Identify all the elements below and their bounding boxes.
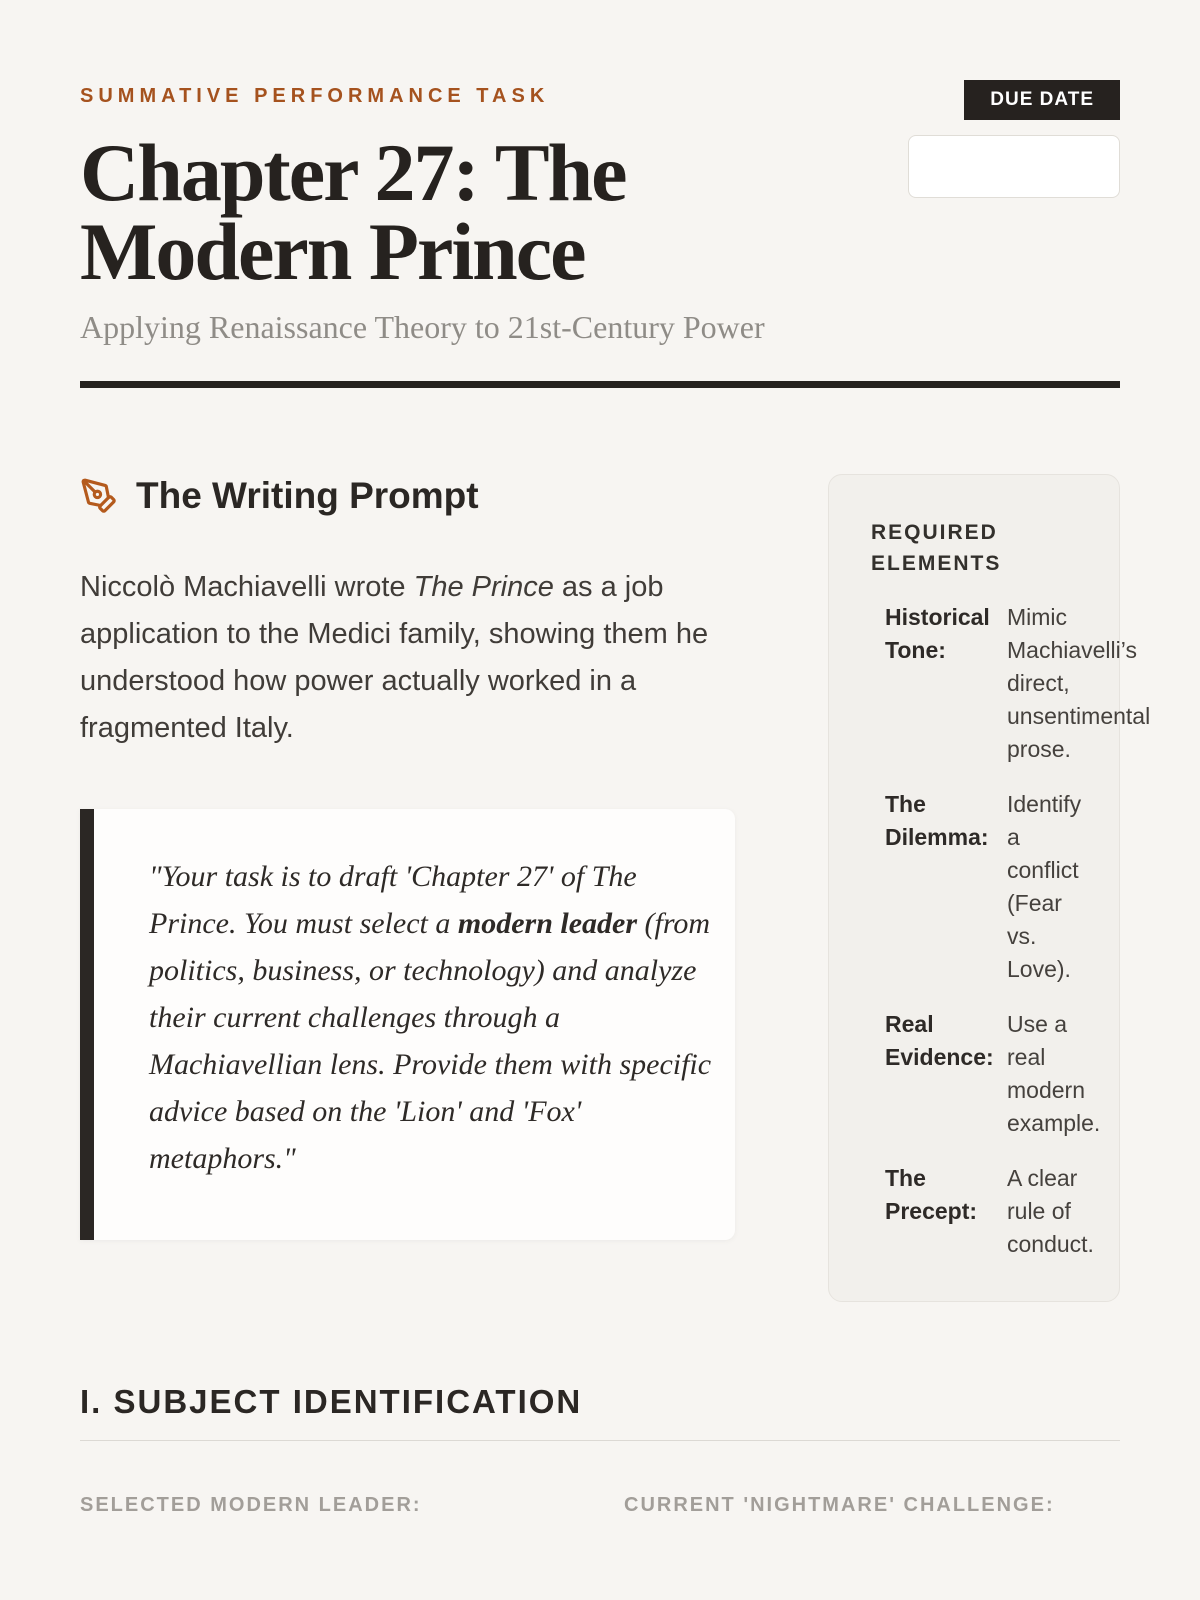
required-item-term: The Dilemma: xyxy=(885,791,989,851)
required-elements-list xyxy=(871,601,1151,1261)
header-divider xyxy=(80,381,1120,388)
pen-nib-icon xyxy=(80,477,118,515)
required-elements-heading: REQUIRED ELEMENTS xyxy=(871,521,1002,576)
quote-card xyxy=(94,809,735,1240)
quote-emphasis: modern leader xyxy=(457,907,638,941)
required-item-desc: Use a real modern example. xyxy=(1007,1011,1101,1137)
required-item-desc: A clear rule of conduct. xyxy=(1007,1165,1094,1258)
writing-prompt-main xyxy=(80,474,735,1240)
header xyxy=(80,84,1120,347)
section-divider xyxy=(80,1440,1120,1441)
intro-work-title: The Prince xyxy=(413,571,554,604)
quote-text-2: (from politics, business, or technology) and analyze their current challenges through a Machiavellian lens. Provide them with specific advice based on the 'Lion' and 'Fox' metaphors." xyxy=(149,907,712,1176)
intro-text-2: as a job application to the Medici family, showing them he understood how power actually worked in a fragmented Italy. xyxy=(80,571,709,745)
field-label-nightmare-challenge: CURRENT 'NIGHTMARE' CHALLENGE: xyxy=(624,1494,1055,1517)
required-item-desc: Identify a conflict (Fear vs. Love). xyxy=(1007,791,1082,983)
writing-prompt-section xyxy=(80,474,1151,1302)
required-item-term: Historical Tone: xyxy=(885,604,990,664)
field-label-selected-leader: SELECTED MODERN LEADER: xyxy=(80,1494,422,1517)
header-titles xyxy=(80,84,780,347)
subject-fields xyxy=(80,1493,1120,1517)
page-subtitle: Applying Renaissance Theory to 21st-Century Power xyxy=(80,309,765,346)
intro-text-1: Niccolò Machiavelli wrote xyxy=(80,571,414,604)
required-item-term: Real Evidence: xyxy=(885,1011,994,1071)
writing-prompt-heading-text: The Writing Prompt xyxy=(136,475,479,517)
writing-prompt-heading xyxy=(80,474,735,518)
page-title: Chapter 27: The Modern Prince xyxy=(80,127,626,297)
eyebrow-label: SUMMATIVE PERFORMANCE TASK xyxy=(80,85,550,107)
intro-paragraph xyxy=(80,564,735,752)
required-elements-card xyxy=(828,474,1151,1302)
due-date-badge: DUE DATE xyxy=(964,80,1120,120)
subject-identification-heading: I. SUBJECT IDENTIFICATION xyxy=(80,1383,583,1421)
due-date-input[interactable] xyxy=(908,135,1120,198)
required-item-desc: Mimic Machiavelli’s direct, unsentimental prose. xyxy=(1007,604,1151,763)
quote-text-1: "Your task is to draft 'Chapter 27' of The Prince. You must select a xyxy=(149,860,637,941)
due-date-block xyxy=(908,80,1120,198)
task-quote xyxy=(80,809,735,1240)
quote-accent-bar xyxy=(80,809,94,1240)
required-item-term: The Precept: xyxy=(885,1165,978,1225)
subject-identification-section xyxy=(80,1382,1120,1517)
